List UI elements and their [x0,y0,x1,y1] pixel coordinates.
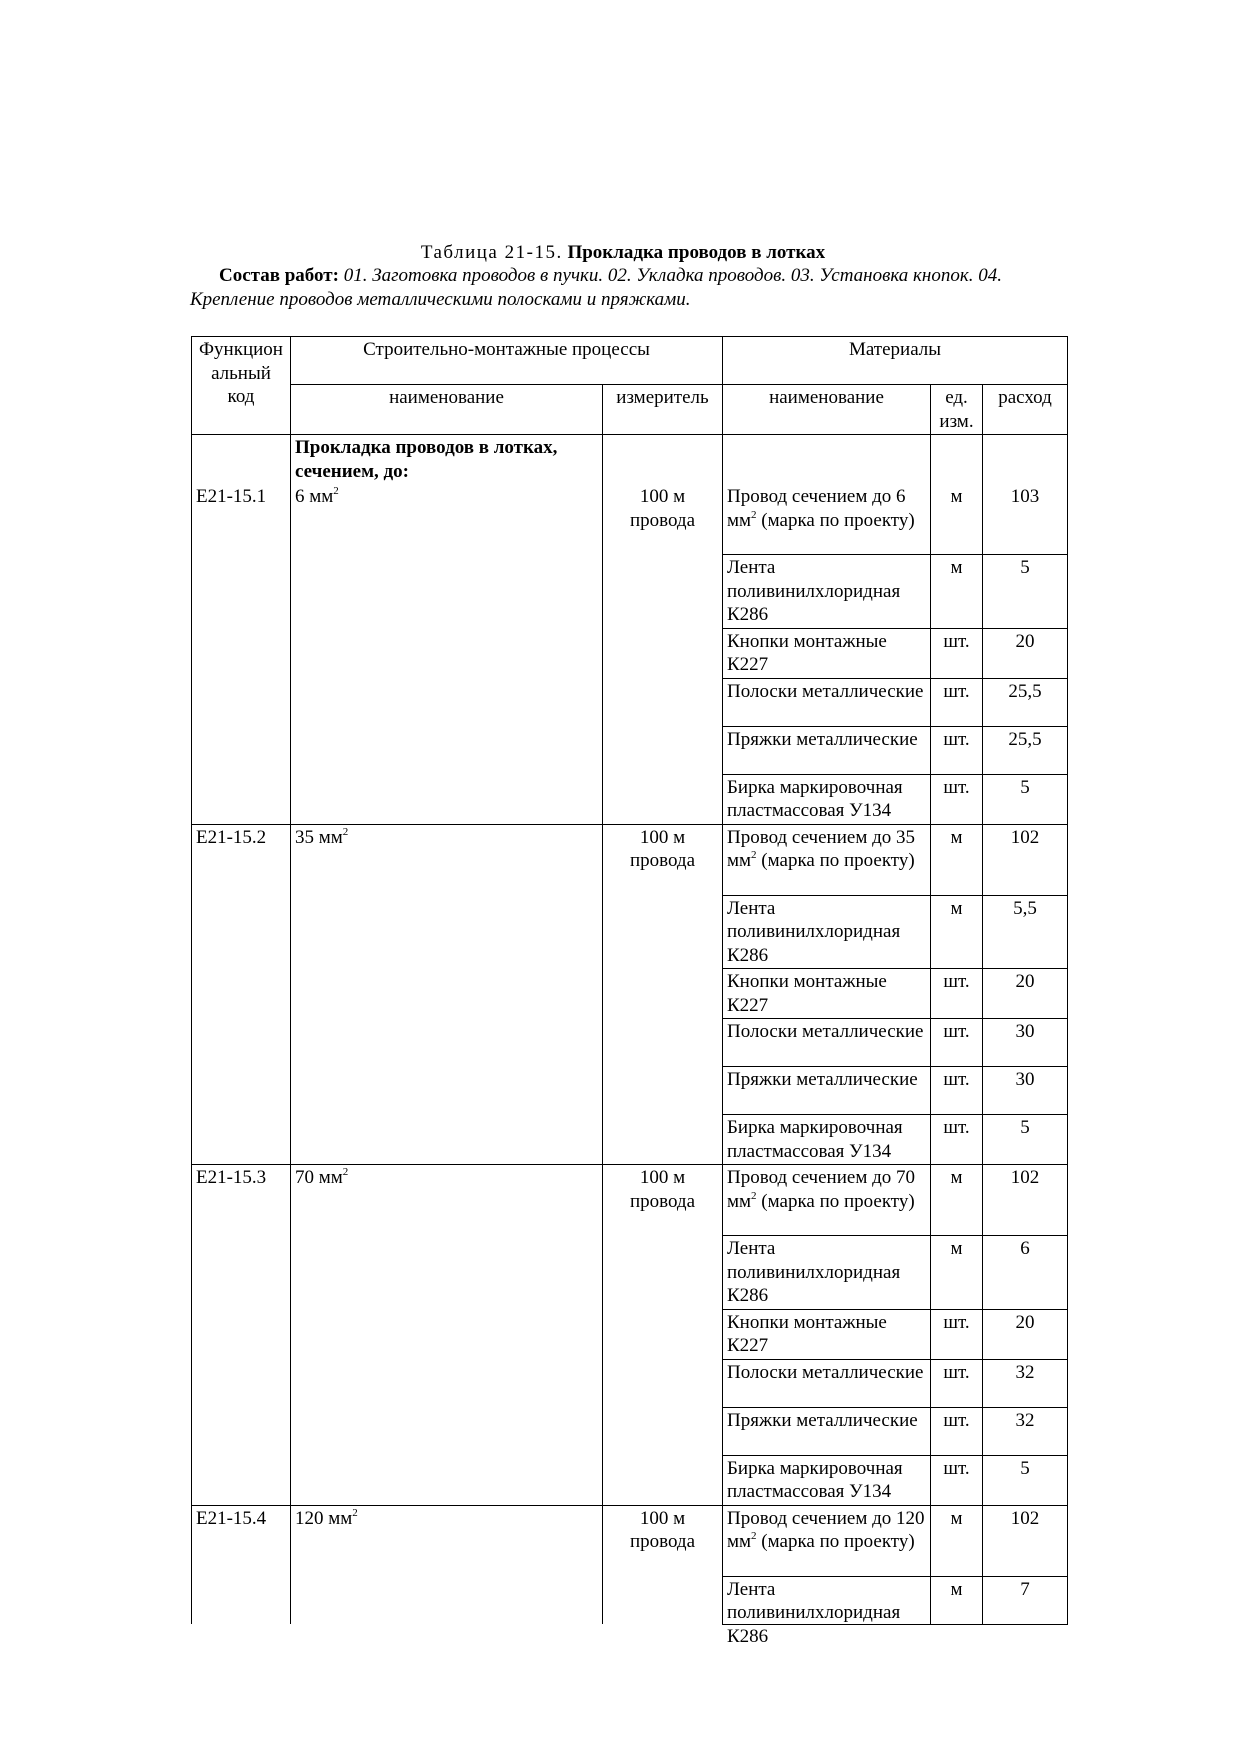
empty-cell [192,1576,291,1624]
empty-cell [291,1407,603,1455]
header-mat-unit [931,385,983,435]
header-code-line: код [227,386,255,407]
empty-cell [603,1455,723,1505]
table-row [192,628,1068,678]
table-row [192,1309,1068,1359]
table-row [192,1359,1068,1407]
empty-cell [983,435,1068,485]
material-qty: 25,5 [983,678,1068,726]
section-value: 70 [295,1167,314,1188]
material-unit: шт. [931,1115,983,1165]
empty-cell [603,726,723,774]
section-value: 35 [896,826,916,848]
empty-cell [291,1236,603,1310]
empty-cell [192,628,291,678]
empty-cell [192,895,291,969]
material-qty: 5 [983,774,1068,824]
empty-cell [291,1576,603,1624]
material-qty: 102 [983,824,1068,895]
empty-cell [192,1019,291,1067]
wire-post: (марка по проекту) [761,1531,915,1552]
wire-pre: Провод сечением до [727,1167,892,1188]
mm-unit: мм [318,826,343,848]
material-unit: шт. [931,1067,983,1115]
empty-cell [603,1407,723,1455]
section-value: 6 [896,486,906,507]
table-row [192,1115,1068,1165]
material-qty: 6 [983,1236,1068,1310]
square-sup: 2 [751,508,757,521]
mm-unit: мм [727,509,752,531]
func-code: Е21-15.2 [192,824,291,895]
header-code-line: альный [211,362,271,384]
material-name: Пряжки металлические [723,1407,931,1455]
section-value: 120 [896,1507,925,1529]
material-unit: м [931,895,983,969]
header-proc-unit: измеритель [603,385,723,435]
table-row [192,1505,1068,1576]
empty-cell [291,895,603,969]
material-name [723,1165,931,1236]
empty-cell [931,435,983,485]
header-row-1 [192,337,1068,385]
mm-unit: мм [727,1531,752,1552]
header-proc-name: наименование [291,385,603,435]
func-code: Е21-15.1 [192,484,291,555]
material-name: Пряжки металлические [723,726,931,774]
empty-cell [291,726,603,774]
material-name: Бирка маркировочная пластмассовая У134 [723,774,931,824]
material-qty: 102 [983,1165,1068,1236]
header-mat-qty: расход [983,385,1068,435]
func-code: Е21-15.4 [192,1505,291,1576]
empty-cell [603,1359,723,1407]
empty-cell [603,1067,723,1115]
empty-cell [192,1115,291,1165]
table-name: Прокладка проводов в лотках [567,242,826,263]
material-name: Кнопки монтажные К227 [723,969,931,1019]
material-qty: 5,5 [983,895,1068,969]
mm-unit: мм [309,486,334,507]
square-sup: 2 [751,849,757,861]
table-row [192,1019,1068,1067]
material-qty: 103 [983,484,1068,555]
table-row [192,1067,1068,1115]
empty-cell [291,678,603,726]
empty-cell [603,1115,723,1165]
material-name: Кнопки монтажные К227 [723,628,931,678]
material-name [723,484,931,555]
square-sup: 2 [342,825,349,838]
table-row [192,678,1068,726]
header-mat-unit-l2: изм. [939,410,974,432]
empty-cell [291,1455,603,1505]
table-row [192,1165,1068,1236]
empty-cell [603,628,723,678]
table-row [192,1407,1068,1455]
material-qty: 25,5 [983,726,1068,774]
empty-cell [603,969,723,1019]
empty-cell [291,555,603,629]
wire-post: (марка по проекту) [761,850,915,871]
material-name: Лента поливинилхлоридная К286 [723,895,931,969]
table-row [192,1455,1068,1505]
material-name: Кнопки монтажные К227 [723,1309,931,1359]
material-unit: шт. [931,1309,983,1359]
tape-name-clipped: Лента поливинилхлоридная К286 [727,1578,901,1647]
material-name: Бирка маркировочная пластмассовая У134 [723,1115,931,1165]
empty-cell [603,774,723,824]
table-title [0,241,1240,265]
material-qty: 30 [983,1067,1068,1115]
func-code: Е21-15.3 [192,1165,291,1236]
material-qty: 5 [983,1455,1068,1505]
material-unit: м [931,1505,983,1576]
mm-unit: мм [727,1190,752,1212]
table-row [192,1576,1068,1624]
empty-cell [603,1019,723,1067]
process-unit: 100 м провода [603,484,723,555]
empty-cell [192,1236,291,1310]
table-row [192,555,1068,629]
empty-cell [192,1455,291,1505]
header-processes: Строительно-монтажные процессы [291,337,723,385]
table-row [192,969,1068,1019]
material-unit: м [931,1165,983,1236]
group-heading: Прокладка проводов в лотках, сечением, до: [291,435,603,485]
composition-label: Состав работ: [219,265,339,286]
table-row [192,726,1068,774]
norms-table [191,336,1068,1647]
material-name [723,1505,931,1576]
empty-cell [192,555,291,629]
empty-cell [192,435,291,485]
square-sup: 2 [751,1530,757,1542]
header-row-2 [192,385,1068,435]
material-unit: шт. [931,1359,983,1407]
section-value: 120 [295,1507,324,1529]
material-qty: 32 [983,1359,1068,1407]
material-qty: 32 [983,1407,1068,1455]
empty-cell [291,969,603,1019]
group-heading-row [192,435,1068,485]
process-unit: 100 м провода [603,824,723,895]
material-unit: шт. [931,726,983,774]
empty-cell [291,1019,603,1067]
mm-unit: мм [318,1167,343,1188]
empty-cell [603,895,723,969]
material-unit: м [931,1236,983,1310]
square-sup: 2 [333,485,339,497]
material-name: Лента поливинилхлоридная К286 [723,555,931,629]
material-unit: шт. [931,774,983,824]
header-code-line: Функцион [199,339,283,360]
material-name: Полоски металлические [723,1359,931,1407]
empty-cell [192,774,291,824]
material-qty: 20 [983,969,1068,1019]
header-mat-unit-l1: ед. [945,387,968,408]
material-name [723,1576,931,1647]
header-materials: Материалы [723,337,1068,385]
empty-cell [603,435,723,485]
empty-cell [192,1359,291,1407]
empty-cell [603,555,723,629]
section-value: 35 [295,826,314,848]
material-name: Бирка маркировочная пластмассовая У134 [723,1455,931,1505]
empty-cell [192,726,291,774]
material-name: Полоски металлические [723,1019,931,1067]
empty-cell [603,1309,723,1359]
process-name [291,1505,603,1576]
material-qty: 20 [983,628,1068,678]
table-row [192,895,1068,969]
material-unit: м [931,555,983,629]
mm-unit: мм [328,1507,353,1529]
empty-cell [723,435,931,485]
material-name: Полоски металлические [723,678,931,726]
material-unit: м [931,824,983,895]
process-unit: 100 м провода [603,1505,723,1576]
work-composition [190,264,1070,312]
wire-pre: Провод сечением до [727,1507,892,1529]
material-qty: 5 [983,1115,1068,1165]
material-unit: шт. [931,1019,983,1067]
empty-cell [603,1236,723,1310]
empty-cell [291,1359,603,1407]
wire-pre: Провод сечением до [727,826,892,848]
section-value: 70 [896,1167,916,1188]
material-unit: шт. [931,1407,983,1455]
table-row [192,484,1068,555]
material-unit: шт. [931,969,983,1019]
square-sup: 2 [352,1506,358,1519]
empty-cell [291,1115,603,1165]
material-qty: 5 [983,555,1068,629]
header-mat-name: наименование [723,385,931,435]
empty-cell [603,678,723,726]
material-name: Лента поливинилхлоридная К286 [723,1236,931,1310]
material-qty: 30 [983,1019,1068,1067]
material-qty: 7 [983,1576,1068,1624]
material-unit: шт. [931,678,983,726]
empty-cell [291,1309,603,1359]
process-name [291,824,603,895]
table-row [192,824,1068,895]
material-name [723,824,931,895]
material-unit: шт. [931,628,983,678]
material-qty: 20 [983,1309,1068,1359]
material-name: Пряжки металлические [723,1067,931,1115]
wire-pre: Провод сечением до [727,486,892,507]
empty-cell [603,1576,723,1624]
square-sup: 2 [342,1166,349,1178]
material-unit: шт. [931,1455,983,1505]
empty-cell [291,1067,603,1115]
process-unit: 100 м провода [603,1165,723,1236]
empty-cell [192,1067,291,1115]
empty-cell [192,678,291,726]
empty-cell [192,1407,291,1455]
process-name [291,1165,603,1236]
wire-post: (марка по проекту) [761,1190,915,1212]
empty-cell [291,628,603,678]
material-unit: м [931,1576,983,1624]
empty-cell [192,969,291,1019]
table-row [192,774,1068,824]
mm-unit: мм [727,850,752,871]
material-qty: 102 [983,1505,1068,1576]
empty-cell [291,774,603,824]
table-number: Таблица 21-15. [420,242,563,263]
composition-text: 01. Заготовка проводов в пучки. 02. Укладка проводов. 03. Установка кнопок. 04. Крепление проводов металлическими полосками и пряжками. [190,265,1002,310]
table-row [192,1236,1068,1310]
section-value: 6 [295,486,305,507]
square-sup: 2 [751,1189,757,1202]
wire-post: (марка по проекту) [761,509,915,531]
process-name [291,484,603,555]
header-code [192,337,291,435]
material-unit: м [931,484,983,555]
empty-cell [192,1309,291,1359]
